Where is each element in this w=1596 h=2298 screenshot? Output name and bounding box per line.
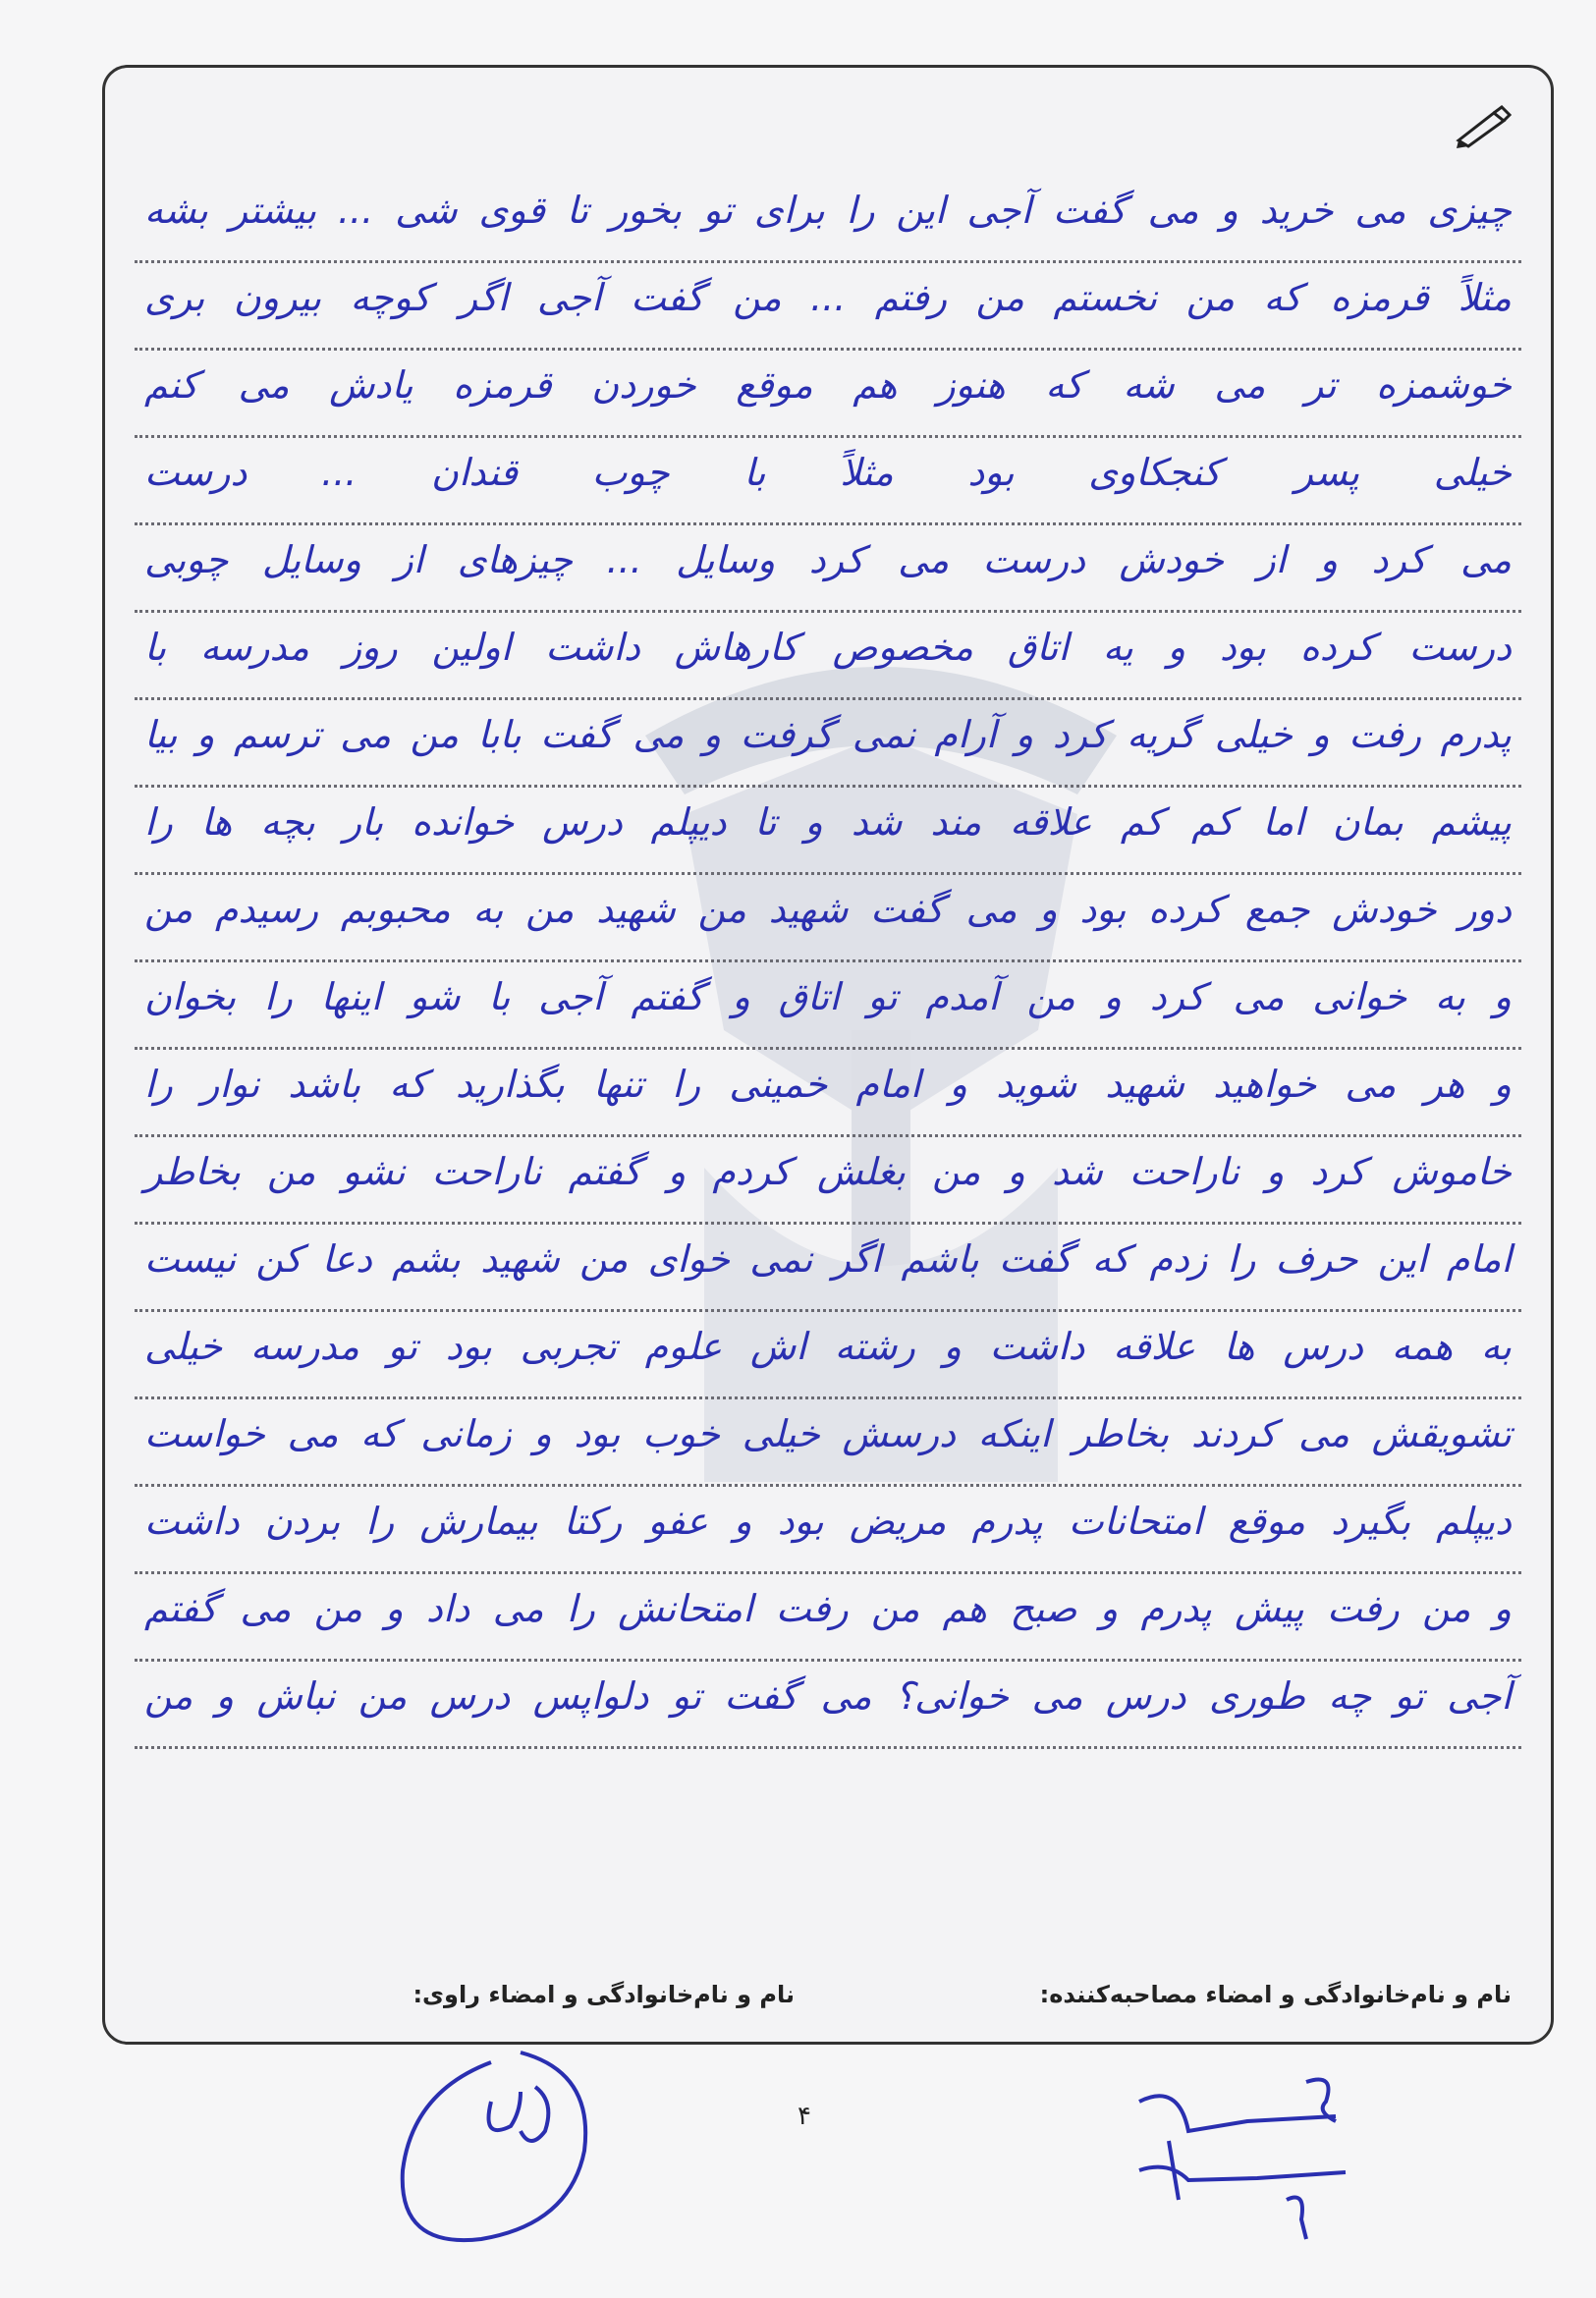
handwritten-body xyxy=(135,176,1521,1749)
text-line: درست کرده بود و یه اتاق مخصوص کارهاش داشت اولین روز مدرسه با xyxy=(135,613,1521,700)
text-line: دور خودش جمع کرده بود و می گفت شهید من شهید من به محبوبم رسیدم من xyxy=(135,875,1521,962)
text-line: خیلی پسر کنجکاوی بود مثلاً با چوب قندان ... درست xyxy=(135,438,1521,525)
text-line: و به خوانی می کرد و من آمدم تو اتاق و گفتم آجی با شو اینها را بخوان xyxy=(135,962,1521,1050)
text-line: تشویقش می کردند بخاطر اینکه درسش خیلی خوب بود و زمانی که می خواست xyxy=(135,1399,1521,1487)
narrator-signature xyxy=(373,2033,619,2269)
text-line: پیشم بمان اما کم کم علاقه مند شد و تا دیپلم درس خوانده بار بچه ها را xyxy=(135,788,1521,875)
text-line: و هر می خواهید شهید شوید و امام خمینی را تنها بگذارید که باشد نوار را xyxy=(135,1050,1521,1137)
page-number: ۴ xyxy=(798,2102,811,2131)
interviewer-signature xyxy=(1110,2062,1375,2249)
text-line: خوشمزه تر می شه که هنوز هم موقع خوردن قرمزه یادش می کنم xyxy=(135,351,1521,438)
text-line: پدرم رفت و خیلی گریه کرد و آرام نمی گرفت و می گفت بابا من می ترسم و بیا xyxy=(135,700,1521,788)
text-line: خاموش کرد و ناراحت شد و من بغلش کردم و گفتم ناراحت نشو من بخاطر xyxy=(135,1137,1521,1225)
pen-icon xyxy=(1455,105,1512,148)
text-line: مثلاً قرمزه که من نخستم من رفتم ... من گفت آجی اگر کوچه بیرون بری xyxy=(135,263,1521,351)
interviewer-signature-label: نام و نام‌خانوادگی و امضاء مصاحبه‌کننده: xyxy=(1039,1981,1512,2008)
text-line: دیپلم بگیرد موقع امتحانات پدرم مریض بود و عفو رکتا بیمارش را بردن داشت xyxy=(135,1487,1521,1574)
form-sheet xyxy=(102,65,1554,2045)
text-line: و من رفت پیش پدرم و صبح هم من رفت امتحانش را می داد و من می گفتم xyxy=(135,1574,1521,1662)
narrator-signature-label: نام و نام‌خانوادگی و امضاء راوی: xyxy=(413,1981,795,2008)
text-line: می کرد و از خودش درست می کرد وسایل ... چیزهای از وسایل چوبی xyxy=(135,525,1521,613)
text-line: امام این حرف را زدم که گفت باشم اگر نمی خوای من شهید بشم دعا کن نیست xyxy=(135,1225,1521,1312)
signature-labels xyxy=(105,1975,1551,2024)
text-line: آجی تو چه طوری درس می خوانی؟ می گفت تو دلواپس درس من نباش و من xyxy=(135,1662,1521,1749)
text-line: به همه درس ها علاقه داشت و رشته اش علوم تجربی بود تو مدرسه خیلی xyxy=(135,1312,1521,1399)
text-line: چیزی می خرید و می گفت آجی این را برای تو بخور تا قوی شی ... بیشتر بشه xyxy=(135,176,1521,263)
